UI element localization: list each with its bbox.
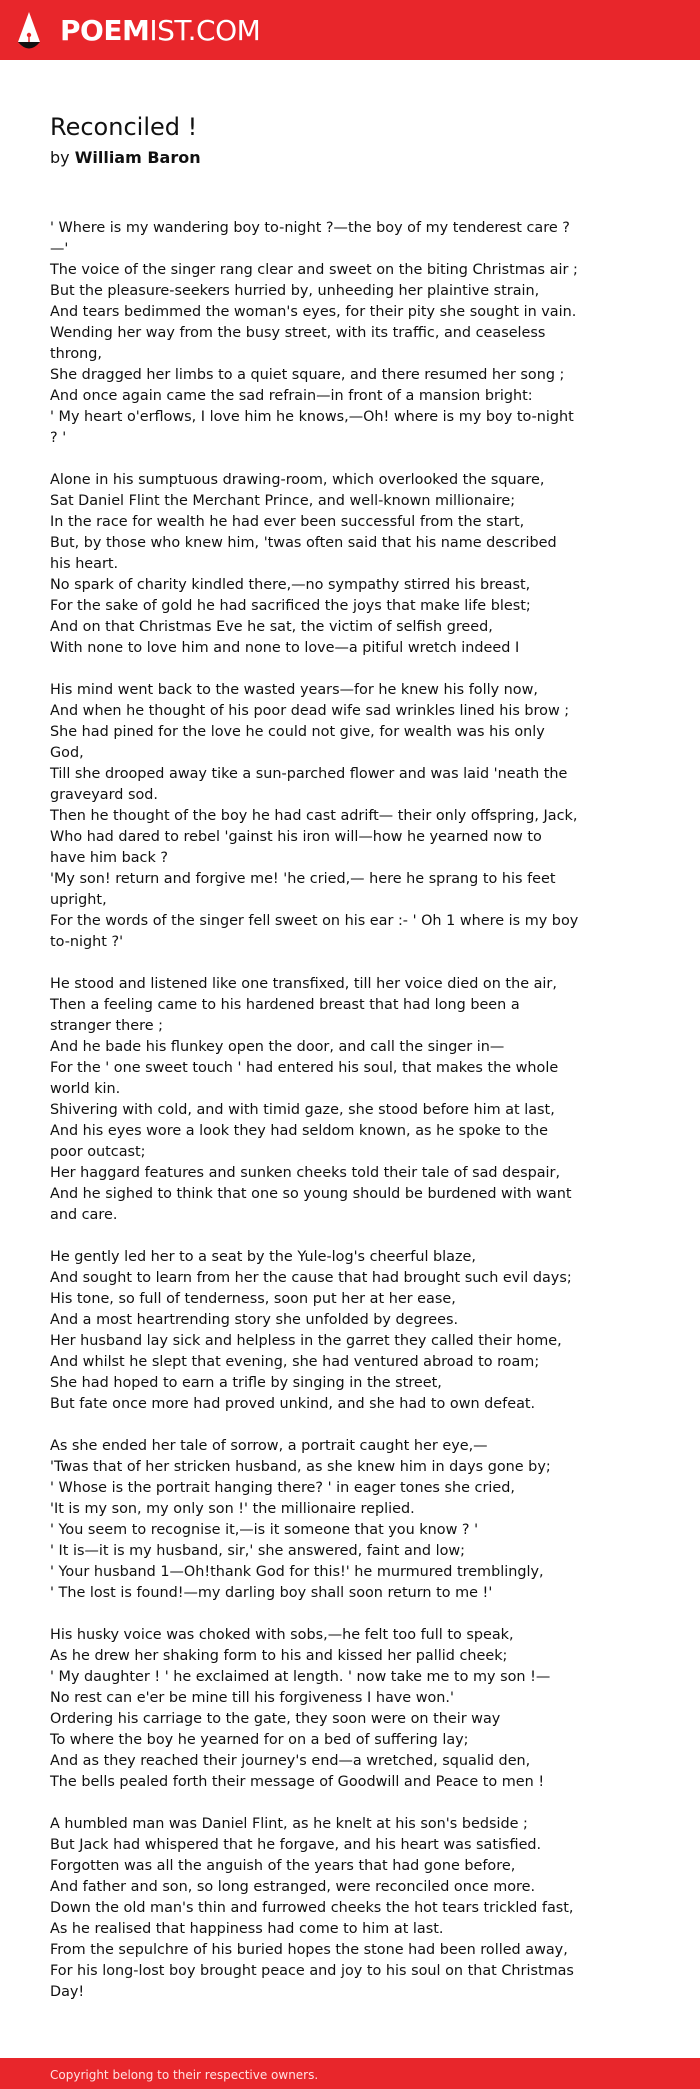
poem-line: In the race for wealth he had ever been successful from the start, bbox=[50, 514, 525, 530]
poem-line: But Jack had whispered that he forgave, and his heart was satisfied. bbox=[50, 1837, 542, 1853]
poem-line: For the sake of gold he had sacrificed the joys that make life blest; bbox=[50, 598, 531, 614]
poem-line: His husky voice was choked with sobs,—he felt too full to speak, bbox=[50, 1627, 514, 1643]
poem-line: But the pleasure-seekers hurried by, unheeding her plaintive strain, bbox=[50, 283, 540, 299]
poem-line: And tears bedimmed the woman's eyes, for their pity she sought in vain. bbox=[50, 304, 577, 320]
poem-line: ' My daughter ! ' he exclaimed at length. ' now take me to my son !— bbox=[50, 1669, 551, 1685]
poem-line: She dragged her limbs to a quiet square, and there resumed her song ; bbox=[50, 367, 565, 383]
byline bbox=[50, 147, 201, 169]
stanza bbox=[50, 1625, 580, 1793]
footer bbox=[0, 2058, 700, 2089]
stanza bbox=[50, 218, 580, 449]
brand-rest: IST.COM bbox=[149, 14, 261, 47]
poem-line: And sought to learn from her the cause that had brought such evil days; bbox=[50, 1270, 572, 1286]
poem-line: 'My son! return and forgive me! 'he cried,— here he sprang to his feet upright, bbox=[50, 871, 556, 908]
poem-line: To where the boy he yearned for on a bed of suffering lay; bbox=[50, 1732, 469, 1748]
poem-line: Wending her way from the busy street, with its traffic, and ceaseless throng, bbox=[50, 325, 546, 362]
poem-line: No rest can e'er be mine till his forgiveness I have won.' bbox=[50, 1690, 454, 1706]
poem-line: ' Your husband 1—Oh!thank God for this!' he murmured tremblingly, bbox=[50, 1564, 544, 1580]
poem-line: Then he thought of the boy he had cast adrift— their only offspring, Jack, bbox=[50, 808, 578, 824]
poem-line: And whilst he slept that evening, she had ventured abroad to roam; bbox=[50, 1354, 540, 1370]
poem-line: She had hoped to earn a trifle by singing in the street, bbox=[50, 1375, 442, 1391]
poem-line: But fate once more had proved unkind, and she had to own defeat. bbox=[50, 1396, 536, 1412]
poem-line: Then a feeling came to his hardened breast that had long been a stranger there ; bbox=[50, 997, 520, 1034]
poem-line: Who had dared to rebel 'gainst his iron will—how he yearned now to have him back ? bbox=[50, 829, 542, 866]
poem-line: And as they reached their journey's end—a wretched, squalid den, bbox=[50, 1753, 531, 1769]
poem-line: Forgotten was all the anguish of the years that had gone before, bbox=[50, 1858, 516, 1874]
poem-line: And on that Christmas Eve he sat, the victim of selfish greed, bbox=[50, 619, 493, 635]
poem-line: And he bade his flunkey open the door, and call the singer in— bbox=[50, 1039, 505, 1055]
poem-line: She had pined for the love he could not give, for wealth was his only God, bbox=[50, 724, 545, 761]
poem-line: ' You seem to recognise it,—is it someone that you know ? ' bbox=[50, 1522, 479, 1538]
poem-line: ' The lost is found!—my darling boy shall soon return to me !' bbox=[50, 1585, 493, 1601]
poem-line: As he realised that happiness had come to him at last. bbox=[50, 1921, 444, 1937]
poem-line: Sat Daniel Flint the Merchant Prince, and well-known millionaire; bbox=[50, 493, 516, 509]
stanza bbox=[50, 1814, 580, 2003]
poem-line: Her husband lay sick and helpless in the garret they called their home, bbox=[50, 1333, 562, 1349]
stanza bbox=[50, 1247, 580, 1415]
brand-bold: POEM bbox=[60, 14, 150, 47]
poem-line: For his long-lost boy brought peace and joy to his soul on that Christmas Day! bbox=[50, 1963, 574, 2000]
poem-line: And his eyes wore a look they had seldom known, as he spoke to the poor outcast; bbox=[50, 1123, 548, 1160]
poem-line: And he sighed to think that one so young should be burdened with want and care. bbox=[50, 1186, 572, 1223]
poem-line: For the ' one sweet touch ' had entered his soul, that makes the whole world kin. bbox=[50, 1060, 559, 1097]
poem-line: From the sepulchre of his buried hopes the stone had been rolled away, bbox=[50, 1942, 568, 1958]
stanza bbox=[50, 1436, 580, 1604]
top-bar bbox=[0, 0, 700, 60]
poem-line: Shivering with cold, and with timid gaze, she stood before him at last, bbox=[50, 1102, 555, 1118]
poem-line: And once again came the sad refrain—in front of a mansion bright: bbox=[50, 388, 533, 404]
poem-line: ' My heart o'erflows, I love him he knows,—Oh! where is my boy to-night ? ' bbox=[50, 409, 574, 446]
poem-line: For the words of the singer fell sweet on his ear :- ' Oh 1 where is my boy to-night ?' bbox=[50, 913, 579, 950]
poem-line: 'Twas that of her stricken husband, as she knew him in days gone by; bbox=[50, 1459, 551, 1475]
site-name bbox=[60, 11, 260, 51]
poem-line: And when he thought of his poor dead wife sad wrinkles lined his brow ; bbox=[50, 703, 570, 719]
poem-line: His mind went back to the wasted years—for he knew his folly now, bbox=[50, 682, 538, 698]
poem-line: ' Whose is the portrait hanging there? ' in eager tones she cried, bbox=[50, 1480, 515, 1496]
poem-line: Her haggard features and sunken cheeks told their tale of sad despair, bbox=[50, 1165, 561, 1181]
poem-line: With none to love him and none to love—a pitiful wretch indeed I bbox=[50, 640, 520, 656]
poem-line: Till she drooped away tike a sun-parched flower and was laid 'neath the graveyard sod. bbox=[50, 766, 568, 803]
poem-line: Down the old man's thin and furrowed cheeks the hot tears trickled fast, bbox=[50, 1900, 574, 1916]
poem-line: 'It is my son, my only son !' the millionaire replied. bbox=[50, 1501, 415, 1517]
poem-line: His tone, so full of tenderness, soon put her at her ease, bbox=[50, 1291, 456, 1307]
poem-line: He gently led her to a seat by the Yule-log's cheerful blaze, bbox=[50, 1249, 476, 1265]
poem-line: As he drew her shaking form to his and kissed her pallid cheek; bbox=[50, 1648, 508, 1664]
by-label: by bbox=[50, 148, 70, 167]
pen-nib-icon bbox=[16, 11, 42, 51]
stanza bbox=[50, 470, 580, 659]
poem-line: The bells pealed forth their message of Goodwill and Peace to men ! bbox=[50, 1774, 545, 1790]
poem-line: ' It is—it is my husband, sir,' she answered, faint and low; bbox=[50, 1543, 466, 1559]
poem-line: ' Where is my wandering boy to-night ?—the boy of my tenderest care ?—' bbox=[50, 220, 570, 257]
poem-body bbox=[50, 218, 580, 2024]
poem-title: Reconciled ! bbox=[50, 113, 198, 141]
poem-line: Ordering his carriage to the gate, they soon were on their way bbox=[50, 1711, 501, 1727]
poem-line: No spark of charity kindled there,—no sympathy stirred his breast, bbox=[50, 577, 531, 593]
stanza bbox=[50, 974, 580, 1226]
copyright-notice: Copyright belong to their respective owners. bbox=[50, 2068, 319, 2082]
poem-line: A humbled man was Daniel Flint, as he knelt at his son's bedside ; bbox=[50, 1816, 528, 1832]
poem-line: And a most heartrending story she unfolded by degrees. bbox=[50, 1312, 459, 1328]
site-logo[interactable] bbox=[16, 11, 260, 51]
author-link[interactable]: William Baron bbox=[74, 148, 201, 167]
poem-line: But, by those who knew him, 'twas often said that his name described his heart. bbox=[50, 535, 557, 572]
stanza bbox=[50, 680, 580, 953]
poem-line: The voice of the singer rang clear and sweet on the biting Christmas air ; bbox=[50, 262, 578, 278]
poem-line: He stood and listened like one transfixed, till her voice died on the air, bbox=[50, 976, 557, 992]
poem-line: Alone in his sumptuous drawing-room, which overlooked the square, bbox=[50, 472, 545, 488]
poem-line: And father and son, so long estranged, were reconciled once more. bbox=[50, 1879, 536, 1895]
poem-line: As she ended her tale of sorrow, a portrait caught her eye,— bbox=[50, 1438, 488, 1454]
